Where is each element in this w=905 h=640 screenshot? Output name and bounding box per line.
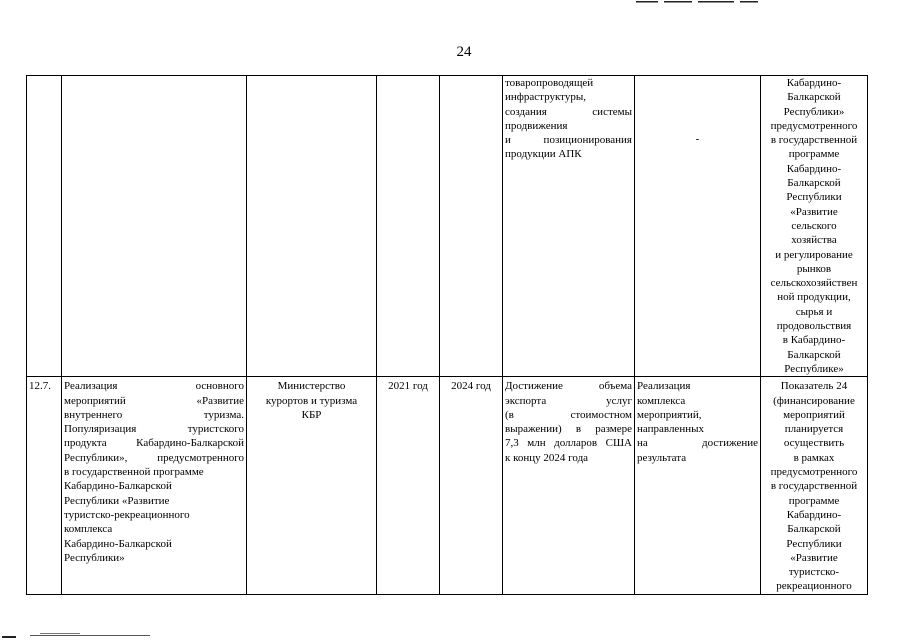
indicator-line: рынков	[796, 262, 832, 275]
indicator-line: Кабардино-	[786, 77, 842, 89]
indicator-line: осуществить	[783, 437, 845, 450]
name-line: туристско-рекреационного	[64, 508, 190, 521]
cell-executor	[247, 377, 377, 594]
indicator-line: Балкарской	[787, 177, 841, 190]
indicator-line: «Развитие	[790, 551, 838, 564]
cell-end-year: 2024 год	[440, 377, 503, 594]
measure-line: и позиционирования	[505, 134, 632, 147]
indicator-line: (финансирование	[773, 394, 855, 407]
cell-indicator	[761, 377, 868, 594]
indicator-line: продовольствия	[776, 320, 852, 333]
indicator-line: мероприятий	[783, 408, 845, 421]
executor-line: Министерство	[277, 380, 346, 393]
name-line: Кабардино-Балкарской	[64, 480, 172, 493]
result-line: Реализация	[637, 380, 691, 393]
executor-line: курортов и туризма	[265, 394, 358, 407]
indicator-line: сырья и	[795, 305, 833, 318]
cell-number	[27, 76, 62, 377]
indicator-line: программе	[788, 148, 840, 161]
result-dash: -	[695, 133, 700, 145]
measures-table	[26, 75, 868, 595]
page-number: 24	[456, 44, 472, 60]
cell-indicator	[761, 76, 868, 377]
measure-line: (в стоимостном	[505, 408, 632, 421]
indicator-line: Республики	[786, 191, 842, 204]
cell-measure	[503, 76, 635, 377]
result-line: на достижение	[637, 437, 758, 450]
name-line: продукта Кабардино-Балкарской	[64, 437, 244, 450]
measure-line: Достижение объема	[505, 380, 632, 393]
name-line: Республики»	[64, 551, 125, 564]
indicator-line: ной продукции,	[777, 291, 851, 304]
indicator-line: предусмотренного	[770, 466, 858, 479]
cell-measure	[503, 377, 635, 594]
indicator-line: Балкарской	[787, 523, 841, 536]
name-line: Популяризация туристского	[64, 423, 244, 436]
indicator-line: Республике»	[784, 362, 844, 375]
cell-start-year: 2021 год	[377, 377, 440, 594]
indicator-line: в рамках	[793, 451, 835, 464]
result-line: комплекса	[637, 394, 686, 407]
name-line: Реализация основного	[64, 380, 244, 393]
measure-line: экспорта услуг	[505, 394, 632, 407]
name-line: Кабардино-Балкарской	[64, 537, 172, 550]
indicator-line: Кабардино-	[786, 162, 842, 175]
indicator-line: «Развитие	[790, 205, 838, 218]
cell-result	[635, 377, 761, 594]
indicator-line: Республики	[786, 537, 842, 550]
table-row-12-7	[27, 377, 868, 594]
indicator-line: программе	[788, 494, 840, 507]
measure-line: выражении) в размере	[505, 423, 632, 436]
measure-line: продвижения	[505, 119, 568, 132]
indicator-line: туристско-	[788, 566, 840, 579]
result-line: мероприятий,	[637, 408, 702, 421]
name-line: в государственной программе	[64, 466, 204, 479]
cell-result	[635, 76, 761, 377]
measure-line: продукции АПК	[505, 148, 582, 161]
table-row-continued	[27, 76, 868, 377]
name-line: Республики «Развитие	[64, 494, 170, 507]
indicator-line: сельскохозяйствен	[770, 277, 858, 290]
measure-line: к концу 2024 года	[505, 451, 589, 464]
indicator-line: рекреационного	[776, 580, 852, 593]
indicator-line: хозяйства	[791, 234, 837, 247]
scan-artifact-bottom	[0, 632, 160, 640]
result-line: направленных	[637, 423, 704, 436]
indicator-line: сельского	[791, 219, 837, 232]
name-line: Республики», предусмотренного	[64, 451, 244, 464]
result-line: результата	[637, 451, 687, 464]
indicator-line: Балкарской	[787, 91, 841, 104]
indicator-line: планируется	[784, 423, 844, 436]
indicator-line: Республики»	[783, 105, 845, 118]
measure-line: инфраструктуры,	[505, 91, 586, 104]
indicator-line: в Кабардино-	[782, 334, 846, 347]
cell-start-year	[377, 76, 440, 377]
indicator-line: в государственной	[770, 134, 858, 147]
cell-name	[62, 76, 247, 377]
measure-line: создания системы	[505, 105, 632, 118]
indicator-line: предусмотренного	[770, 119, 858, 132]
name-line: комплекса	[64, 523, 113, 536]
measure-line: 7,3 млн долларов США	[505, 437, 632, 450]
indicator-line: в государственной	[770, 480, 858, 493]
indicator-line: Показатель 24	[780, 380, 848, 393]
indicator-line: Кабардино-	[786, 508, 842, 521]
cell-name	[62, 377, 247, 594]
indicator-line: Балкарской	[787, 348, 841, 361]
cell-executor	[247, 76, 377, 377]
executor-line: КБР	[301, 408, 322, 421]
measure-line: товаропроводящей	[505, 77, 594, 89]
name-line: внутреннего туризма.	[64, 408, 244, 421]
scan-artifact-top	[628, 0, 768, 4]
name-line: мероприятий «Развитие	[64, 394, 244, 407]
cell-end-year	[440, 76, 503, 377]
cell-number: 12.7.	[27, 377, 62, 594]
indicator-line: и регулирование	[775, 248, 853, 261]
